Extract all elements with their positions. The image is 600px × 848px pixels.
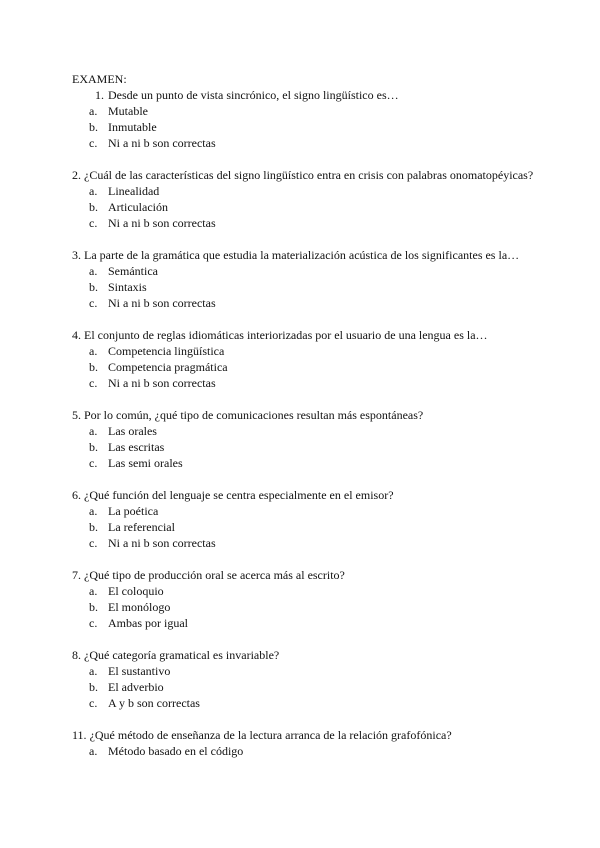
option-letter: a. bbox=[89, 264, 98, 278]
question-3-header bbox=[72, 247, 542, 263]
question-text: Desde un punto de vista sincrónico, el signo lingüístico es… bbox=[108, 88, 399, 102]
options-list bbox=[72, 743, 542, 759]
question-8-header bbox=[72, 647, 542, 663]
question-number: 11. bbox=[72, 728, 87, 742]
question-11 bbox=[72, 727, 542, 759]
option-letter: c. bbox=[89, 296, 98, 310]
question-text: ¿Qué método de enseñanza de la lectura arranca de la relación grafofónica? bbox=[89, 728, 452, 742]
question-number: 4. bbox=[72, 328, 81, 342]
option-c bbox=[72, 375, 542, 391]
option-b bbox=[72, 359, 542, 375]
option-c bbox=[72, 215, 542, 231]
question-4 bbox=[72, 327, 542, 391]
question-2-header bbox=[72, 167, 542, 183]
option-text: Competencia lingüística bbox=[108, 344, 225, 358]
question-text: Por lo común, ¿qué tipo de comunicaciones resultan más espontáneas? bbox=[84, 408, 424, 422]
option-letter: c. bbox=[89, 696, 98, 710]
option-b bbox=[72, 599, 542, 615]
option-letter: a. bbox=[89, 664, 98, 678]
option-letter: c. bbox=[89, 456, 98, 470]
question-number: 8. bbox=[72, 648, 81, 662]
option-text: Semántica bbox=[108, 264, 158, 278]
question-text: La parte de la gramática que estudia la materialización acústica de los significantes es la… bbox=[84, 248, 520, 262]
option-a bbox=[72, 263, 542, 279]
option-letter: b. bbox=[89, 120, 98, 134]
option-text: Las escritas bbox=[108, 440, 165, 454]
spacer bbox=[72, 391, 542, 407]
question-5-header bbox=[72, 407, 542, 423]
question-number: 3. bbox=[72, 248, 81, 262]
question-8 bbox=[72, 647, 542, 711]
question-4-header bbox=[72, 327, 542, 343]
option-text: Ni a ni b son correctas bbox=[108, 296, 216, 310]
options-list bbox=[72, 343, 542, 391]
option-text: Inmutable bbox=[108, 120, 157, 134]
question-text: El conjunto de reglas idiomáticas interiorizadas por el usuario de una lengua es la… bbox=[84, 328, 488, 342]
spacer bbox=[72, 151, 542, 167]
spacer bbox=[72, 631, 542, 647]
option-letter: c. bbox=[89, 536, 98, 550]
option-text: Las orales bbox=[108, 424, 157, 438]
option-letter: c. bbox=[89, 136, 98, 150]
question-number: 2. bbox=[72, 168, 81, 182]
option-letter: a. bbox=[89, 744, 98, 758]
option-text: La poética bbox=[108, 504, 159, 518]
question-text: ¿Qué tipo de producción oral se acerca más al escrito? bbox=[84, 568, 345, 582]
question-6 bbox=[72, 487, 542, 551]
question-6-header bbox=[72, 487, 542, 503]
option-b bbox=[72, 279, 542, 295]
option-text: El adverbio bbox=[108, 680, 164, 694]
question-number: 5. bbox=[72, 408, 81, 422]
option-text: Linealidad bbox=[108, 184, 160, 198]
question-text: ¿Cuál de las características del signo lingüístico entra en crisis con palabras onomatopéyicas? bbox=[84, 168, 534, 182]
option-text: Competencia pragmática bbox=[108, 360, 228, 374]
option-a bbox=[72, 503, 542, 519]
option-text: Método basado en el código bbox=[108, 744, 244, 758]
question-text: ¿Qué categoría gramatical es invariable? bbox=[84, 648, 280, 662]
option-a bbox=[72, 343, 542, 359]
option-letter: a. bbox=[89, 104, 98, 118]
spacer bbox=[72, 311, 542, 327]
option-text: Las semi orales bbox=[108, 456, 183, 470]
question-text: ¿Qué función del lenguaje se centra especialmente en el emisor? bbox=[84, 488, 394, 502]
options-list bbox=[72, 263, 542, 311]
option-a bbox=[72, 103, 542, 119]
option-b bbox=[72, 679, 542, 695]
option-a bbox=[72, 743, 542, 759]
option-letter: b. bbox=[89, 360, 98, 374]
question-2 bbox=[72, 167, 542, 231]
option-letter: a. bbox=[89, 344, 98, 358]
option-letter: c. bbox=[89, 376, 98, 390]
spacer bbox=[72, 551, 542, 567]
options-list bbox=[72, 183, 542, 231]
option-c bbox=[72, 295, 542, 311]
option-a bbox=[72, 423, 542, 439]
question-1 bbox=[72, 87, 542, 151]
option-text: Articulación bbox=[108, 200, 168, 214]
exam-page bbox=[72, 71, 542, 759]
exam-title: EXAMEN: bbox=[72, 72, 127, 86]
options-list bbox=[72, 663, 542, 711]
question-11-header bbox=[72, 727, 542, 743]
option-text: Sintaxis bbox=[108, 280, 147, 294]
options-list bbox=[72, 583, 542, 631]
option-letter: b. bbox=[89, 280, 98, 294]
option-letter: a. bbox=[89, 424, 98, 438]
option-letter: b. bbox=[89, 680, 98, 694]
spacer bbox=[72, 471, 542, 487]
question-number: 7. bbox=[72, 568, 81, 582]
options-list bbox=[72, 503, 542, 551]
options-list bbox=[72, 103, 542, 151]
options-list bbox=[72, 423, 542, 471]
option-c bbox=[72, 535, 542, 551]
option-text: Ni a ni b son correctas bbox=[108, 376, 216, 390]
option-c bbox=[72, 455, 542, 471]
option-a bbox=[72, 583, 542, 599]
option-b bbox=[72, 519, 542, 535]
option-c bbox=[72, 135, 542, 151]
option-text: Ni a ni b son correctas bbox=[108, 216, 216, 230]
option-b bbox=[72, 439, 542, 455]
option-text: Ambas por igual bbox=[108, 616, 188, 630]
spacer bbox=[72, 711, 542, 727]
option-b bbox=[72, 199, 542, 215]
option-text: La referencial bbox=[108, 520, 175, 534]
option-a bbox=[72, 183, 542, 199]
option-text: Mutable bbox=[108, 104, 148, 118]
option-b bbox=[72, 119, 542, 135]
option-text: Ni a ni b son correctas bbox=[108, 136, 216, 150]
option-a bbox=[72, 663, 542, 679]
question-7 bbox=[72, 567, 542, 631]
option-letter: b. bbox=[89, 520, 98, 534]
option-c bbox=[72, 615, 542, 631]
option-letter: b. bbox=[89, 200, 98, 214]
option-text: El sustantivo bbox=[108, 664, 171, 678]
option-text: El coloquio bbox=[108, 584, 164, 598]
spacer bbox=[72, 231, 542, 247]
option-letter: a. bbox=[89, 584, 98, 598]
option-letter: a. bbox=[89, 184, 98, 198]
question-5 bbox=[72, 407, 542, 471]
option-letter: b. bbox=[89, 600, 98, 614]
option-letter: c. bbox=[89, 616, 98, 630]
question-7-header bbox=[72, 567, 542, 583]
question-number: 1. bbox=[95, 88, 104, 102]
option-text: Ni a ni b son correctas bbox=[108, 536, 216, 550]
option-text: A y b son correctas bbox=[108, 696, 200, 710]
option-text: El monólogo bbox=[108, 600, 171, 614]
question-3 bbox=[72, 247, 542, 311]
option-letter: a. bbox=[89, 504, 98, 518]
option-c bbox=[72, 695, 542, 711]
option-letter: b. bbox=[89, 440, 98, 454]
option-letter: c. bbox=[89, 216, 98, 230]
question-1-header bbox=[72, 87, 542, 103]
question-number: 6. bbox=[72, 488, 81, 502]
